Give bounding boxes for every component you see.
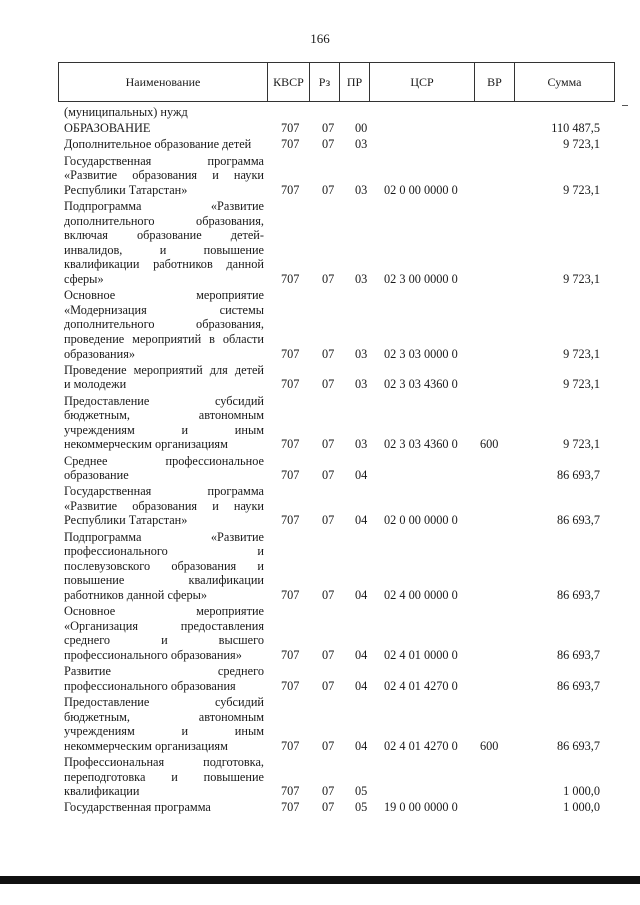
cell-kvsr: 707 xyxy=(281,648,300,663)
row-name-line: учреждениям и иным xyxy=(64,724,264,739)
cell-sum: 9 723,1 xyxy=(563,182,600,197)
cell-csr: 02 4 01 4270 0 xyxy=(384,678,458,693)
cell-kvsr: 707 xyxy=(281,437,300,452)
table-row xyxy=(0,137,640,152)
cell-rz: 07 xyxy=(322,468,335,483)
row-name-line: Основное мероприятие xyxy=(64,604,264,619)
table-header xyxy=(58,62,615,102)
cell-kvsr: 707 xyxy=(281,588,300,603)
row-name-line: Предоставление субсидий xyxy=(64,695,264,710)
cell-rz: 07 xyxy=(322,588,335,603)
cell-sum: 110 487,5 xyxy=(551,121,600,136)
row-name-line: Государственная программа xyxy=(64,800,211,815)
cell-vr: 600 xyxy=(480,437,499,452)
cell-kvsr: 707 xyxy=(281,271,300,286)
row-name-line: «Развитие образования и науки xyxy=(64,168,264,183)
cell-kvsr: 707 xyxy=(281,678,300,693)
row-name-line: Республики Татарстан» xyxy=(64,182,188,197)
table-row xyxy=(0,105,640,120)
row-name-line: «Организация предоставления xyxy=(64,618,264,633)
row-name-line: переподготовка и повышение xyxy=(64,769,264,784)
row-name-line: Профессиональная подготовка, xyxy=(64,755,264,770)
row-name-line: дополнительного образования, xyxy=(64,213,264,228)
cell-rz: 07 xyxy=(322,513,335,528)
cell-kvsr: 707 xyxy=(281,377,300,392)
cell-kvsr: 707 xyxy=(281,346,300,361)
row-name-line: профессионального образования xyxy=(64,678,236,693)
row-name-line: Развитие среднего xyxy=(64,664,264,679)
cell-pr: 03 xyxy=(355,346,368,361)
header-pr: ПР xyxy=(339,63,369,101)
row-name-line: квалификации xyxy=(64,784,140,799)
cell-csr: 02 4 00 0000 0 xyxy=(384,588,458,603)
table-row xyxy=(0,530,640,603)
cell-rz: 07 xyxy=(322,121,335,136)
table-row xyxy=(0,664,640,693)
cell-kvsr: 707 xyxy=(281,468,300,483)
scan-bottom-bar xyxy=(0,876,640,884)
cell-sum: 9 723,1 xyxy=(563,137,600,152)
cell-pr: 05 xyxy=(355,800,368,815)
row-name-line: Проведение мероприятий для детей xyxy=(64,362,264,377)
row-name xyxy=(64,695,264,753)
row-name-line: некоммерческим организациям xyxy=(64,738,228,753)
row-name-line: работников данной сферы» xyxy=(64,588,208,603)
table-row xyxy=(0,604,640,662)
cell-sum: 86 693,7 xyxy=(556,648,600,663)
header-sum: Сумма xyxy=(514,63,614,101)
row-name-line: Государственная программа xyxy=(64,484,264,499)
row-name xyxy=(64,154,264,198)
row-name xyxy=(64,137,264,152)
row-name-line: дополнительного образования, xyxy=(64,317,264,332)
cell-sum: 86 693,7 xyxy=(556,738,600,753)
row-name-line: повышение квалификации xyxy=(64,573,264,588)
cell-csr: 02 3 03 4360 0 xyxy=(384,437,458,452)
cell-pr: 04 xyxy=(355,678,368,693)
cell-csr: 19 0 00 0000 0 xyxy=(384,800,458,815)
table-row xyxy=(0,800,640,815)
row-name-line: (муниципальных) нужд xyxy=(64,105,188,119)
cell-pr: 03 xyxy=(355,437,368,452)
table-row xyxy=(0,288,640,361)
row-name-line: профессионального образования» xyxy=(64,648,242,663)
cell-kvsr: 707 xyxy=(281,738,300,753)
row-name-line: Основное мероприятие xyxy=(64,288,264,303)
row-name-line: Подпрограмма «Развитие xyxy=(64,529,264,544)
row-name-line: инвалидов, и повышение xyxy=(64,242,264,257)
cell-rz: 07 xyxy=(322,437,335,452)
cell-pr: 03 xyxy=(355,271,368,286)
cell-sum: 9 723,1 xyxy=(563,437,600,452)
row-name-line: послевузовского образования и xyxy=(64,558,264,573)
cell-csr: 02 3 03 0000 0 xyxy=(384,346,458,361)
cell-kvsr: 707 xyxy=(281,137,300,152)
cell-csr: 02 4 01 4270 0 xyxy=(384,738,458,753)
cell-kvsr: 707 xyxy=(281,800,300,815)
row-name-line: некоммерческим организациям xyxy=(64,437,228,452)
row-name-line: Среднее профессиональное xyxy=(64,453,264,468)
row-name-line: проведение мероприятий в области xyxy=(64,331,264,346)
row-name-line: профессионального и xyxy=(64,544,264,559)
row-name-line: «Развитие образования и науки xyxy=(64,498,264,513)
row-name-line: ОБРАЗОВАНИЕ xyxy=(64,121,151,136)
row-name xyxy=(64,199,264,287)
cell-rz: 07 xyxy=(322,678,335,693)
row-name xyxy=(64,755,264,799)
row-name xyxy=(64,105,264,120)
row-name xyxy=(64,530,264,603)
row-name xyxy=(64,288,264,361)
page-number: 166 xyxy=(310,31,330,46)
cell-csr: 02 0 00 0000 0 xyxy=(384,513,458,528)
cell-sum: 86 693,7 xyxy=(556,513,600,528)
table-row xyxy=(0,394,640,452)
table-row xyxy=(0,695,640,753)
row-name-line: сферы» xyxy=(64,271,104,286)
row-name xyxy=(64,800,264,815)
row-name-line: Республики Татарстан» xyxy=(64,513,188,528)
row-name-line: Подпрограмма «Развитие xyxy=(64,198,264,213)
cell-pr: 03 xyxy=(355,137,368,152)
cell-rz: 07 xyxy=(322,784,335,799)
row-name-line: бюджетным, автономным xyxy=(64,408,264,423)
table-body xyxy=(0,105,640,817)
row-name-line: образования» xyxy=(64,346,136,361)
cell-sum: 1 000,0 xyxy=(563,784,600,799)
cell-pr: 04 xyxy=(355,738,368,753)
row-name-line: среднего и высшего xyxy=(64,633,264,648)
cell-pr: 04 xyxy=(355,648,368,663)
cell-csr: 02 0 00 0000 0 xyxy=(384,182,458,197)
row-name-line: включая образование детей- xyxy=(64,228,264,243)
cell-sum: 9 723,1 xyxy=(563,346,600,361)
cell-pr: 03 xyxy=(355,377,368,392)
cell-pr: 05 xyxy=(355,784,368,799)
row-name-line: Дополнительное образование детей xyxy=(64,137,252,152)
row-name xyxy=(64,121,264,136)
cell-kvsr: 707 xyxy=(281,513,300,528)
row-name-line: «Модернизация системы xyxy=(64,302,264,317)
cell-rz: 07 xyxy=(322,271,335,286)
row-name-line: учреждениям и иным xyxy=(64,422,264,437)
cell-pr: 04 xyxy=(355,588,368,603)
cell-rz: 07 xyxy=(322,346,335,361)
row-name xyxy=(64,454,264,483)
cell-csr: 02 4 01 0000 0 xyxy=(384,648,458,663)
header-vr: ВР xyxy=(474,63,514,101)
cell-pr: 00 xyxy=(355,121,368,136)
table-row xyxy=(0,454,640,483)
cell-sum: 9 723,1 xyxy=(563,271,600,286)
cell-pr: 04 xyxy=(355,468,368,483)
table-row xyxy=(0,363,640,392)
cell-pr: 03 xyxy=(355,182,368,197)
cell-rz: 07 xyxy=(322,738,335,753)
cell-sum: 1 000,0 xyxy=(563,800,600,815)
cell-rz: 07 xyxy=(322,182,335,197)
row-name-line: Предоставление субсидий xyxy=(64,393,264,408)
cell-csr: 02 3 03 4360 0 xyxy=(384,377,458,392)
row-name xyxy=(64,363,264,392)
header-csr: ЦСР xyxy=(369,63,474,101)
cell-kvsr: 707 xyxy=(281,121,300,136)
row-name-line: квалификации работников данной xyxy=(64,257,264,272)
header-name: Наименование xyxy=(125,74,201,89)
cell-csr: 02 3 00 0000 0 xyxy=(384,271,458,286)
row-name xyxy=(64,604,264,662)
table-row xyxy=(0,755,640,799)
cell-rz: 07 xyxy=(322,137,335,152)
table-row xyxy=(0,199,640,287)
row-name-line: Государственная программа xyxy=(64,153,264,168)
table-row xyxy=(0,121,640,136)
header-kvsr: КВСР xyxy=(267,63,309,101)
row-name-line: образование xyxy=(64,468,129,483)
row-name-line: бюджетным, автономным xyxy=(64,709,264,724)
table-row xyxy=(0,154,640,198)
header-rz: Рз xyxy=(309,63,339,101)
row-name xyxy=(64,484,264,528)
cell-sum: 86 693,7 xyxy=(556,678,600,693)
row-name-line: и молодежи xyxy=(64,377,127,392)
cell-pr: 04 xyxy=(355,513,368,528)
cell-rz: 07 xyxy=(322,648,335,663)
row-name xyxy=(64,664,264,693)
cell-rz: 07 xyxy=(322,377,335,392)
cell-sum: 9 723,1 xyxy=(563,377,600,392)
cell-sum: 86 693,7 xyxy=(556,588,600,603)
cell-kvsr: 707 xyxy=(281,182,300,197)
table-row xyxy=(0,484,640,528)
cell-vr: 600 xyxy=(480,738,499,753)
cell-sum: 86 693,7 xyxy=(556,468,600,483)
cell-rz: 07 xyxy=(322,800,335,815)
row-name xyxy=(64,394,264,452)
cell-kvsr: 707 xyxy=(281,784,300,799)
